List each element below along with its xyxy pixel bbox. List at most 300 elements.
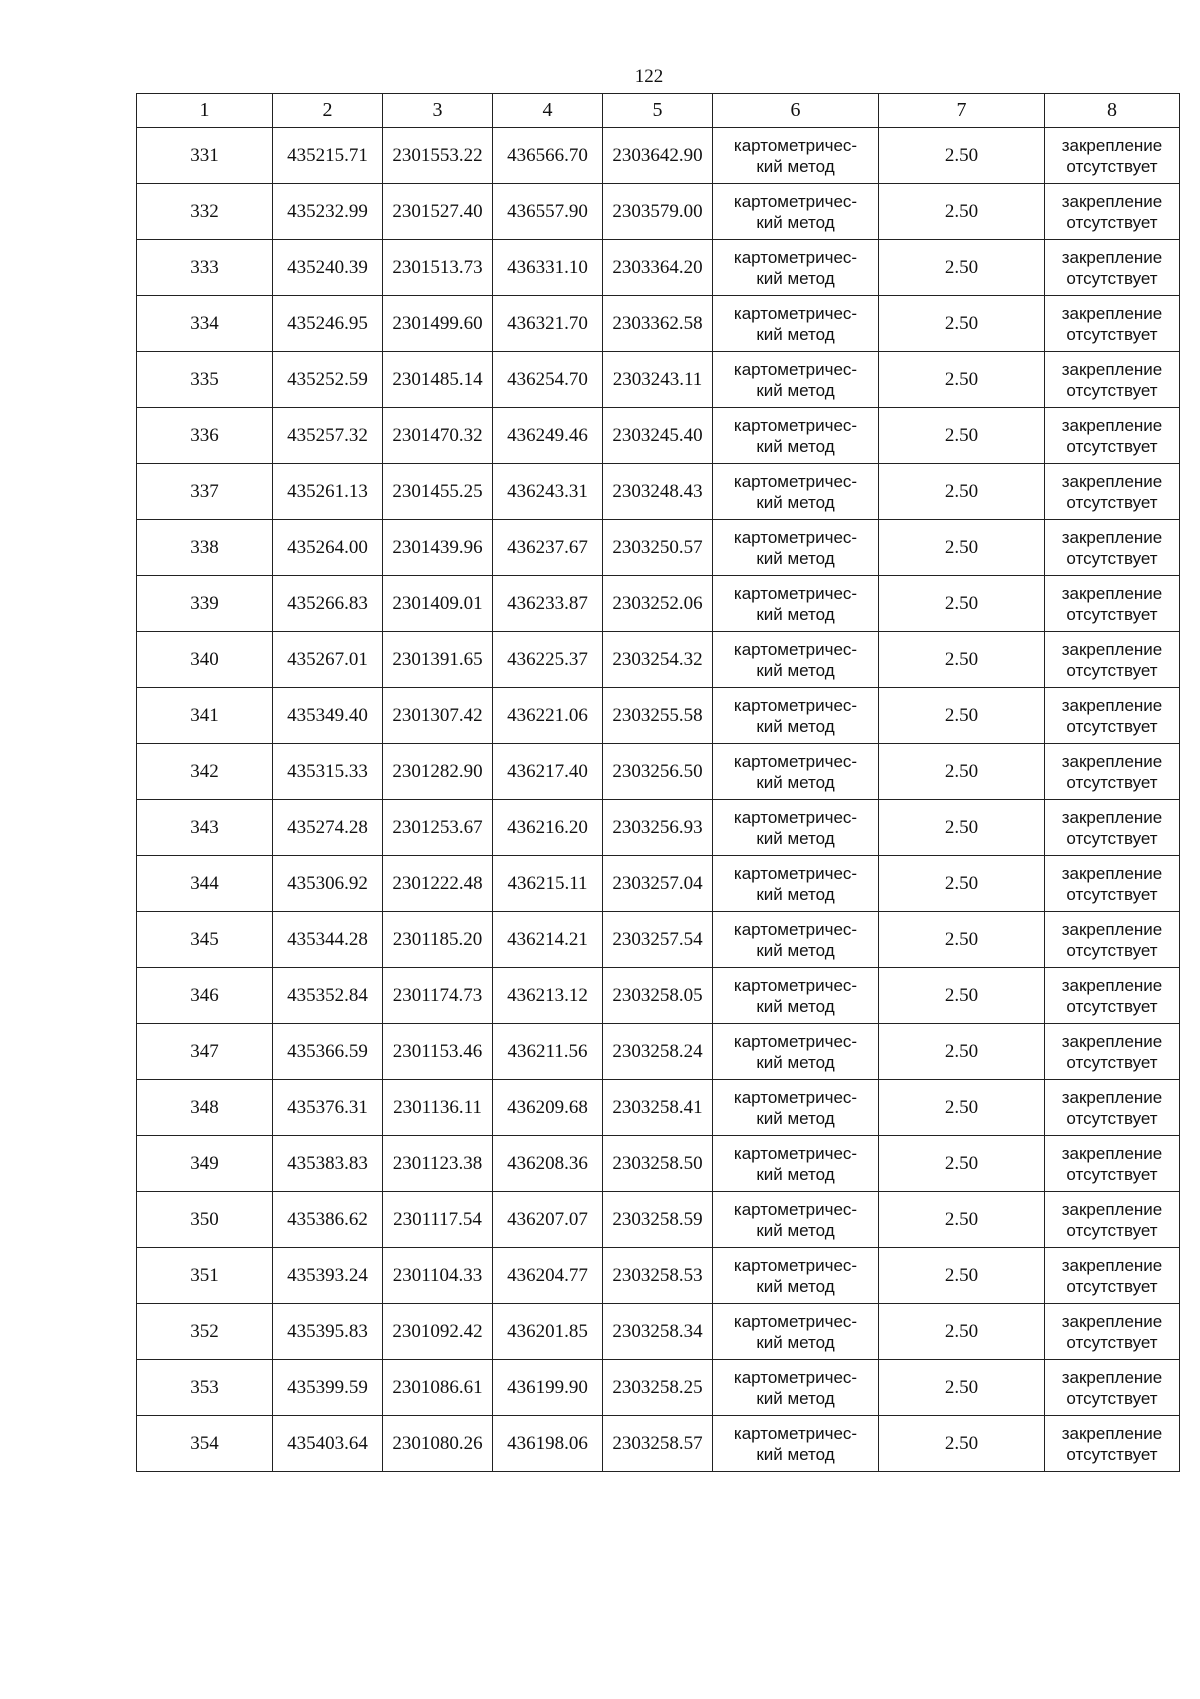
method-text: картометричес-: [733, 247, 858, 267]
coordinate-cell: 436331.10: [493, 240, 603, 296]
fixing-cell: [1045, 1248, 1180, 1304]
coordinate-cell: 2303243.11: [603, 352, 713, 408]
method-text: картометричес-: [733, 1199, 858, 1219]
method-text: кий метод: [756, 1332, 835, 1352]
point-number-cell: 344: [137, 856, 273, 912]
fixing-text: отсутствует: [1066, 884, 1158, 904]
coordinate-cell: 2303255.58: [603, 688, 713, 744]
method-text: картометричес-: [733, 807, 858, 827]
table-row: [137, 1304, 1180, 1360]
point-number-cell: 350: [137, 1192, 273, 1248]
fixing-text: закрепление: [1061, 863, 1163, 883]
column-header: 8: [1045, 94, 1180, 128]
coordinate-cell: 436199.90: [493, 1360, 603, 1416]
coordinate-cell: 2301553.22: [383, 128, 493, 184]
fixing-cell: [1045, 632, 1180, 688]
method-text: кий метод: [756, 1444, 835, 1464]
method-text: кий метод: [756, 548, 835, 568]
column-header: 2: [273, 94, 383, 128]
column-header: 4: [493, 94, 603, 128]
column-header: 7: [879, 94, 1045, 128]
fixing-cell: [1045, 1192, 1180, 1248]
method-cell: [713, 240, 879, 296]
fixing-text: закрепление: [1061, 415, 1163, 435]
accuracy-cell: 2.50: [879, 1136, 1045, 1192]
coordinate-cell: 2303258.25: [603, 1360, 713, 1416]
coordinate-cell: 436209.68: [493, 1080, 603, 1136]
method-text: картометричес-: [733, 695, 858, 715]
column-header: 5: [603, 94, 713, 128]
method-text: кий метод: [756, 268, 835, 288]
fixing-text: закрепление: [1061, 1031, 1163, 1051]
method-cell: [713, 968, 879, 1024]
method-text: картометричес-: [733, 863, 858, 883]
method-cell: [713, 1024, 879, 1080]
fixing-text: отсутствует: [1066, 1388, 1158, 1408]
coordinate-cell: 2303257.54: [603, 912, 713, 968]
coordinate-cell: 2301485.14: [383, 352, 493, 408]
method-cell: [713, 1360, 879, 1416]
fixing-text: закрепление: [1061, 1367, 1163, 1387]
column-header: 6: [713, 94, 879, 128]
method-cell: [713, 632, 879, 688]
accuracy-cell: 2.50: [879, 240, 1045, 296]
method-text: кий метод: [756, 940, 835, 960]
fixing-text: закрепление: [1061, 359, 1163, 379]
fixing-text: закрепление: [1061, 1255, 1163, 1275]
method-text: кий метод: [756, 716, 835, 736]
point-number-cell: 354: [137, 1416, 273, 1472]
fixing-text: закрепление: [1061, 471, 1163, 491]
coordinate-cell: 435386.62: [273, 1192, 383, 1248]
method-cell: [713, 856, 879, 912]
fixing-cell: [1045, 240, 1180, 296]
coordinate-cell: 436211.56: [493, 1024, 603, 1080]
table-row: [137, 408, 1180, 464]
coordinate-cell: 2301513.73: [383, 240, 493, 296]
coordinate-cell: 436208.36: [493, 1136, 603, 1192]
header-row: [137, 94, 1180, 128]
coordinate-cell: 435383.83: [273, 1136, 383, 1192]
fixing-text: отсутствует: [1066, 604, 1158, 624]
coordinate-cell: 2303258.59: [603, 1192, 713, 1248]
method-text: кий метод: [756, 436, 835, 456]
accuracy-cell: 2.50: [879, 1024, 1045, 1080]
point-number-cell: 338: [137, 520, 273, 576]
fixing-text: закрепление: [1061, 247, 1163, 267]
coordinate-cell: 435215.71: [273, 128, 383, 184]
coordinate-cell: 2301391.65: [383, 632, 493, 688]
accuracy-cell: 2.50: [879, 688, 1045, 744]
table-row: [137, 1192, 1180, 1248]
coordinate-cell: 2301527.40: [383, 184, 493, 240]
point-number-cell: 336: [137, 408, 273, 464]
table-row: [137, 352, 1180, 408]
method-cell: [713, 576, 879, 632]
coordinate-cell: 435366.59: [273, 1024, 383, 1080]
method-text: кий метод: [756, 212, 835, 232]
fixing-text: отсутствует: [1066, 324, 1158, 344]
fixing-text: закрепление: [1061, 1087, 1163, 1107]
coordinate-cell: 2301174.73: [383, 968, 493, 1024]
table-row: [137, 632, 1180, 688]
fixing-text: закрепление: [1061, 1423, 1163, 1443]
coordinate-cell: 2303258.41: [603, 1080, 713, 1136]
method-cell: [713, 1192, 879, 1248]
coordinate-cell: 2303258.34: [603, 1304, 713, 1360]
fixing-text: закрепление: [1061, 975, 1163, 995]
fixing-text: отсутствует: [1066, 1164, 1158, 1184]
method-cell: [713, 184, 879, 240]
method-text: картометричес-: [733, 1087, 858, 1107]
fixing-text: отсутствует: [1066, 156, 1158, 176]
coordinate-cell: 436207.07: [493, 1192, 603, 1248]
table-row: [137, 296, 1180, 352]
coordinate-cell: 2301185.20: [383, 912, 493, 968]
method-cell: [713, 800, 879, 856]
method-text: картометричес-: [733, 639, 858, 659]
point-number-cell: 349: [137, 1136, 273, 1192]
method-text: кий метод: [756, 156, 835, 176]
method-cell: [713, 296, 879, 352]
coordinate-cell: 436243.31: [493, 464, 603, 520]
fixing-cell: [1045, 1360, 1180, 1416]
coordinate-cell: 436215.11: [493, 856, 603, 912]
coordinate-cell: 2301080.26: [383, 1416, 493, 1472]
method-cell: [713, 1248, 879, 1304]
coordinate-cell: 2301439.96: [383, 520, 493, 576]
table-row: [137, 576, 1180, 632]
method-text: картометричес-: [733, 1423, 858, 1443]
fixing-text: отсутствует: [1066, 1220, 1158, 1240]
fixing-text: отсутствует: [1066, 1332, 1158, 1352]
coordinate-cell: 436233.87: [493, 576, 603, 632]
fixing-text: отсутствует: [1066, 1052, 1158, 1072]
coordinate-cell: 2301253.67: [383, 800, 493, 856]
accuracy-cell: 2.50: [879, 1080, 1045, 1136]
coordinate-cell: 2301092.42: [383, 1304, 493, 1360]
point-number-cell: 337: [137, 464, 273, 520]
fixing-cell: [1045, 968, 1180, 1024]
fixing-text: закрепление: [1061, 191, 1163, 211]
accuracy-cell: 2.50: [879, 1304, 1045, 1360]
fixing-text: закрепление: [1061, 807, 1163, 827]
coordinates-table: [136, 93, 1180, 1472]
coordinate-cell: 436204.77: [493, 1248, 603, 1304]
point-number-cell: 334: [137, 296, 273, 352]
fixing-text: отсутствует: [1066, 660, 1158, 680]
table-row: [137, 184, 1180, 240]
accuracy-cell: 2.50: [879, 632, 1045, 688]
table-row: [137, 968, 1180, 1024]
fixing-text: отсутствует: [1066, 492, 1158, 512]
method-text: кий метод: [756, 604, 835, 624]
fixing-text: закрепление: [1061, 639, 1163, 659]
fixing-text: отсутствует: [1066, 996, 1158, 1016]
coordinate-cell: 2301086.61: [383, 1360, 493, 1416]
method-text: картометричес-: [733, 1143, 858, 1163]
fixing-text: закрепление: [1061, 751, 1163, 771]
coordinate-cell: 435246.95: [273, 296, 383, 352]
method-text: картометричес-: [733, 751, 858, 771]
fixing-cell: [1045, 408, 1180, 464]
fixing-cell: [1045, 464, 1180, 520]
method-text: картометричес-: [733, 583, 858, 603]
accuracy-cell: 2.50: [879, 800, 1045, 856]
coordinate-cell: 436254.70: [493, 352, 603, 408]
accuracy-cell: 2.50: [879, 296, 1045, 352]
fixing-cell: [1045, 688, 1180, 744]
fixing-text: отсутствует: [1066, 436, 1158, 456]
fixing-text: закрепление: [1061, 135, 1163, 155]
point-number-cell: 331: [137, 128, 273, 184]
fixing-text: отсутствует: [1066, 1444, 1158, 1464]
method-text: кий метод: [756, 1220, 835, 1240]
coordinate-cell: 436321.70: [493, 296, 603, 352]
table-row: [137, 1136, 1180, 1192]
fixing-text: отсутствует: [1066, 716, 1158, 736]
coordinate-cell: 2303258.05: [603, 968, 713, 1024]
coordinate-cell: 436214.21: [493, 912, 603, 968]
method-cell: [713, 1136, 879, 1192]
fixing-cell: [1045, 912, 1180, 968]
coordinate-cell: 2301282.90: [383, 744, 493, 800]
coordinate-cell: 436217.40: [493, 744, 603, 800]
coordinate-cell: 2303248.43: [603, 464, 713, 520]
point-number-cell: 332: [137, 184, 273, 240]
method-cell: [713, 408, 879, 464]
accuracy-cell: 2.50: [879, 576, 1045, 632]
coordinate-cell: 2303245.40: [603, 408, 713, 464]
method-text: кий метод: [756, 380, 835, 400]
fixing-cell: [1045, 576, 1180, 632]
coordinate-cell: 2301153.46: [383, 1024, 493, 1080]
method-cell: [713, 1416, 879, 1472]
method-text: картометричес-: [733, 191, 858, 211]
accuracy-cell: 2.50: [879, 912, 1045, 968]
coordinate-cell: 2303258.24: [603, 1024, 713, 1080]
coordinate-cell: 2301222.48: [383, 856, 493, 912]
method-text: кий метод: [756, 1388, 835, 1408]
accuracy-cell: 2.50: [879, 856, 1045, 912]
table-row: [137, 1024, 1180, 1080]
fixing-text: отсутствует: [1066, 828, 1158, 848]
accuracy-cell: 2.50: [879, 128, 1045, 184]
fixing-text: закрепление: [1061, 695, 1163, 715]
coordinate-cell: 436221.06: [493, 688, 603, 744]
method-text: кий метод: [756, 1108, 835, 1128]
fixing-text: закрепление: [1061, 583, 1163, 603]
method-text: кий метод: [756, 996, 835, 1016]
coordinate-cell: 436198.06: [493, 1416, 603, 1472]
coordinate-cell: 436237.67: [493, 520, 603, 576]
fixing-cell: [1045, 744, 1180, 800]
fixing-cell: [1045, 856, 1180, 912]
fixing-cell: [1045, 1416, 1180, 1472]
coordinate-cell: 435399.59: [273, 1360, 383, 1416]
fixing-text: отсутствует: [1066, 1108, 1158, 1128]
method-text: кий метод: [756, 828, 835, 848]
accuracy-cell: 2.50: [879, 1416, 1045, 1472]
method-cell: [713, 464, 879, 520]
coordinate-cell: 436216.20: [493, 800, 603, 856]
point-number-cell: 339: [137, 576, 273, 632]
point-number-cell: 345: [137, 912, 273, 968]
method-text: картометричес-: [733, 415, 858, 435]
table-row: [137, 1360, 1180, 1416]
method-cell: [713, 352, 879, 408]
coordinate-cell: 435240.39: [273, 240, 383, 296]
coordinate-cell: 2303579.00: [603, 184, 713, 240]
coordinate-cell: 436213.12: [493, 968, 603, 1024]
method-text: картометричес-: [733, 303, 858, 323]
coordinate-cell: 435376.31: [273, 1080, 383, 1136]
page-number: 122: [634, 66, 664, 87]
fixing-cell: [1045, 1136, 1180, 1192]
method-cell: [713, 688, 879, 744]
table-row: [137, 1080, 1180, 1136]
coordinate-cell: 2301123.38: [383, 1136, 493, 1192]
table-row: [137, 912, 1180, 968]
coordinate-cell: 436557.90: [493, 184, 603, 240]
coordinate-cell: 2301499.60: [383, 296, 493, 352]
coordinate-cell: 435257.32: [273, 408, 383, 464]
table-row: [137, 1248, 1180, 1304]
point-number-cell: 353: [137, 1360, 273, 1416]
coordinate-cell: 435261.13: [273, 464, 383, 520]
point-number-cell: 348: [137, 1080, 273, 1136]
accuracy-cell: 2.50: [879, 1248, 1045, 1304]
method-text: кий метод: [756, 1276, 835, 1296]
coordinate-cell: 2303257.04: [603, 856, 713, 912]
coordinate-cell: 435393.24: [273, 1248, 383, 1304]
fixing-text: отсутствует: [1066, 940, 1158, 960]
fixing-text: закрепление: [1061, 1311, 1163, 1331]
fixing-text: отсутствует: [1066, 772, 1158, 792]
point-number-cell: 335: [137, 352, 273, 408]
method-text: картометричес-: [733, 471, 858, 491]
fixing-text: отсутствует: [1066, 1276, 1158, 1296]
fixing-text: отсутствует: [1066, 380, 1158, 400]
fixing-cell: [1045, 1304, 1180, 1360]
accuracy-cell: 2.50: [879, 520, 1045, 576]
table-row: [137, 128, 1180, 184]
coordinate-cell: 2303364.20: [603, 240, 713, 296]
method-text: кий метод: [756, 1164, 835, 1184]
coordinate-cell: 436201.85: [493, 1304, 603, 1360]
method-text: картометричес-: [733, 1367, 858, 1387]
table-row: [137, 520, 1180, 576]
coordinate-cell: 435264.00: [273, 520, 383, 576]
method-text: картометричес-: [733, 975, 858, 995]
point-number-cell: 333: [137, 240, 273, 296]
fixing-cell: [1045, 1024, 1180, 1080]
coordinate-cell: 435403.64: [273, 1416, 383, 1472]
point-number-cell: 347: [137, 1024, 273, 1080]
table-row: [137, 240, 1180, 296]
fixing-text: закрепление: [1061, 1143, 1163, 1163]
coordinate-cell: 2303256.93: [603, 800, 713, 856]
fixing-cell: [1045, 520, 1180, 576]
method-cell: [713, 744, 879, 800]
table-row: [137, 688, 1180, 744]
method-text: картометричес-: [733, 359, 858, 379]
column-header: 1: [137, 94, 273, 128]
fixing-text: закрепление: [1061, 1199, 1163, 1219]
method-text: кий метод: [756, 884, 835, 904]
accuracy-cell: 2.50: [879, 1360, 1045, 1416]
method-text: кий метод: [756, 324, 835, 344]
accuracy-cell: 2.50: [879, 968, 1045, 1024]
table-row: [137, 856, 1180, 912]
coordinate-cell: 436249.46: [493, 408, 603, 464]
accuracy-cell: 2.50: [879, 744, 1045, 800]
fixing-cell: [1045, 296, 1180, 352]
method-text: картометричес-: [733, 1311, 858, 1331]
accuracy-cell: 2.50: [879, 408, 1045, 464]
coordinate-cell: 2303254.32: [603, 632, 713, 688]
table-row: [137, 744, 1180, 800]
fixing-text: отсутствует: [1066, 212, 1158, 232]
coordinate-cell: 2303642.90: [603, 128, 713, 184]
coordinate-cell: 436225.37: [493, 632, 603, 688]
accuracy-cell: 2.50: [879, 1192, 1045, 1248]
point-number-cell: 342: [137, 744, 273, 800]
method-text: картометричес-: [733, 1031, 858, 1051]
method-cell: [713, 1304, 879, 1360]
coordinate-cell: 435315.33: [273, 744, 383, 800]
point-number-cell: 341: [137, 688, 273, 744]
coordinate-cell: 435349.40: [273, 688, 383, 744]
table-body: [137, 128, 1180, 1472]
coordinate-cell: 435306.92: [273, 856, 383, 912]
coordinate-cell: 2303256.50: [603, 744, 713, 800]
table-row: [137, 1416, 1180, 1472]
fixing-text: закрепление: [1061, 919, 1163, 939]
coordinate-cell: 2301136.11: [383, 1080, 493, 1136]
coordinate-cell: 2301117.54: [383, 1192, 493, 1248]
fixing-text: отсутствует: [1066, 268, 1158, 288]
method-text: картометричес-: [733, 1255, 858, 1275]
fixing-text: отсутствует: [1066, 548, 1158, 568]
fixing-cell: [1045, 128, 1180, 184]
fixing-text: закрепление: [1061, 303, 1163, 323]
table-row: [137, 464, 1180, 520]
coordinate-cell: 435352.84: [273, 968, 383, 1024]
point-number-cell: 343: [137, 800, 273, 856]
accuracy-cell: 2.50: [879, 464, 1045, 520]
method-text: кий метод: [756, 660, 835, 680]
coordinate-cell: 435267.01: [273, 632, 383, 688]
column-header: 3: [383, 94, 493, 128]
method-cell: [713, 912, 879, 968]
accuracy-cell: 2.50: [879, 184, 1045, 240]
method-text: картометричес-: [733, 919, 858, 939]
point-number-cell: 351: [137, 1248, 273, 1304]
fixing-cell: [1045, 352, 1180, 408]
coordinate-cell: 436566.70: [493, 128, 603, 184]
coordinate-cell: 2303362.58: [603, 296, 713, 352]
method-text: кий метод: [756, 772, 835, 792]
point-number-cell: 352: [137, 1304, 273, 1360]
fixing-cell: [1045, 1080, 1180, 1136]
point-number-cell: 340: [137, 632, 273, 688]
coordinate-cell: 435232.99: [273, 184, 383, 240]
coordinate-cell: 2303250.57: [603, 520, 713, 576]
method-text: кий метод: [756, 1052, 835, 1072]
point-number-cell: 346: [137, 968, 273, 1024]
coordinate-cell: 2301409.01: [383, 576, 493, 632]
